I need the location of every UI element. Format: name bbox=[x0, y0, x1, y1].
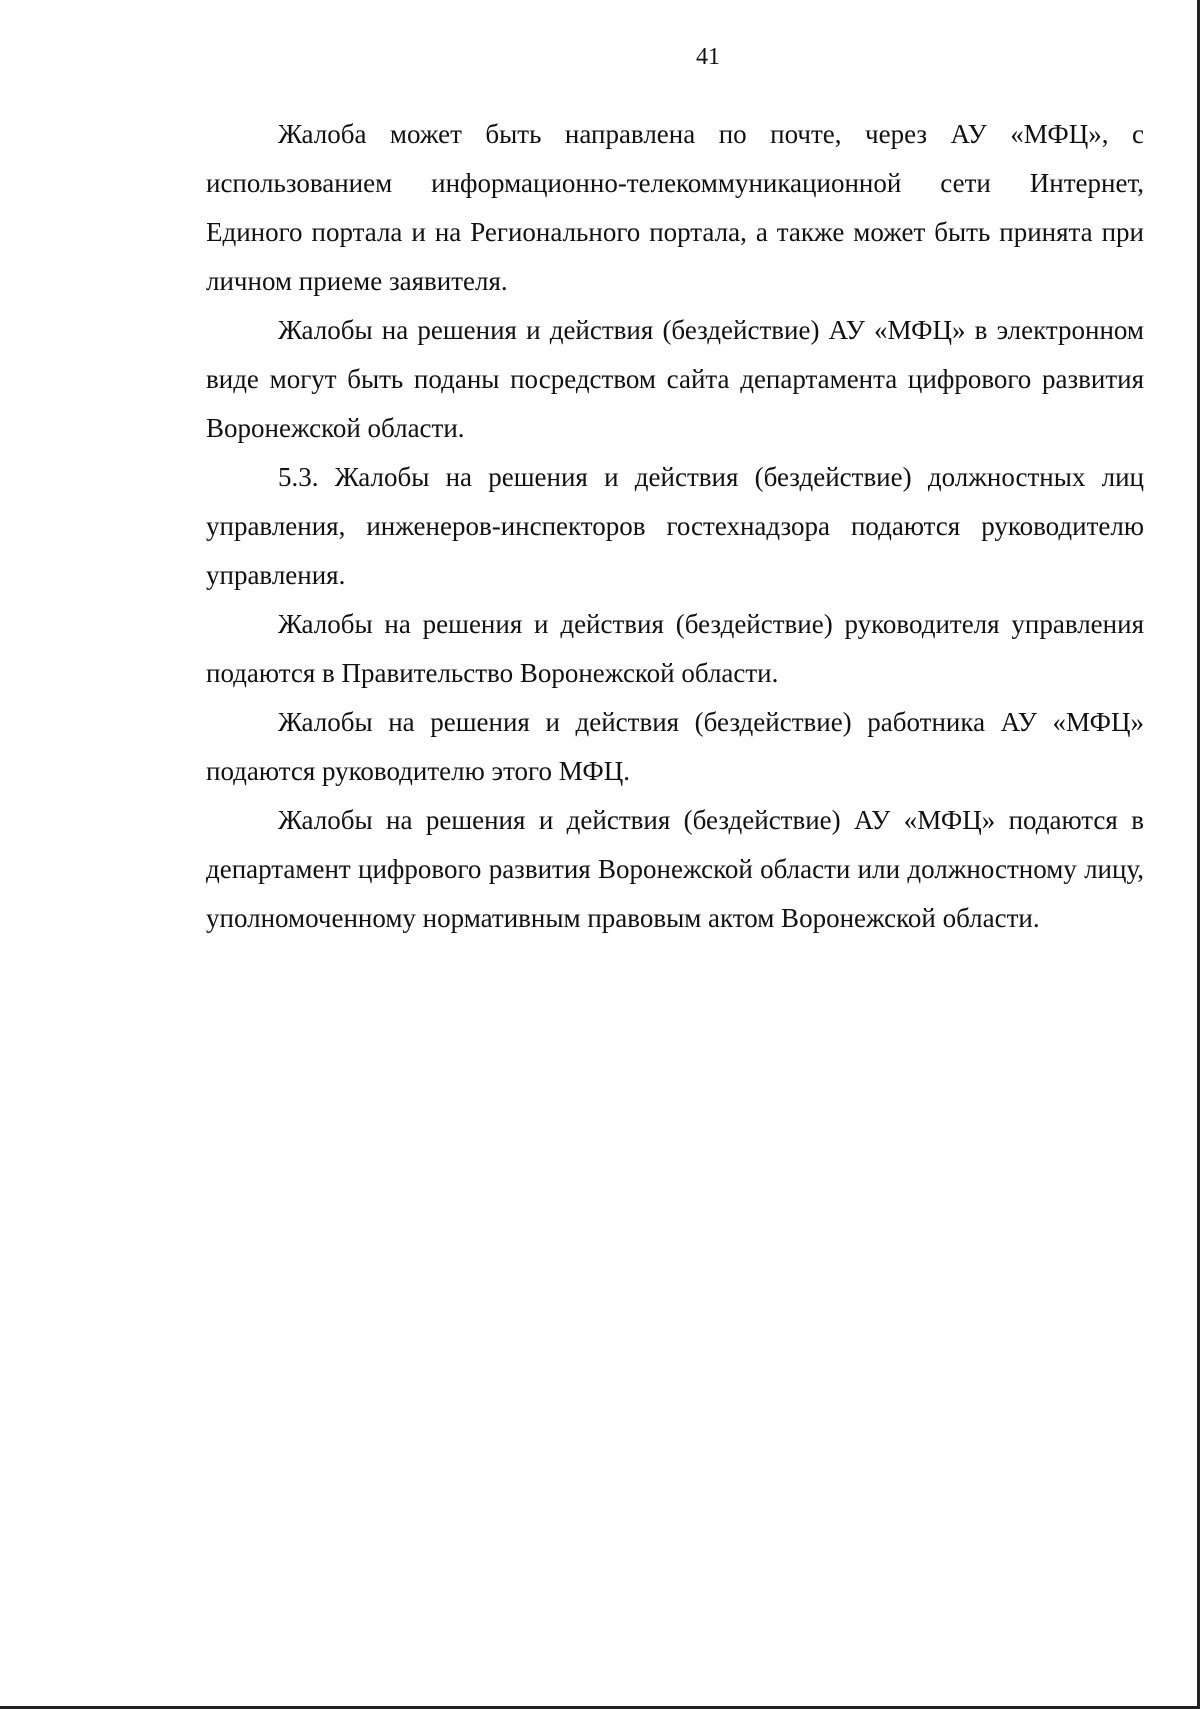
document-body bbox=[206, 110, 1144, 943]
paragraph-section-5-3: 5.3. Жалобы на решения и действия (бездействие) должностных лиц управления, инженеров-инспекторов гостехнадзора подаются руководителю управления. bbox=[206, 462, 1144, 590]
paragraph-mfc-worker-complaints: Жалобы на решения и действия (бездействие) работника АУ «МФЦ» подаются руководителю этого МФЦ. bbox=[206, 707, 1144, 786]
paragraph-electronic-complaints: Жалобы на решения и действия (бездействие) АУ «МФЦ» в электронном виде могут быть поданы посредством сайта департамента цифрового развития Воронежской области. bbox=[206, 315, 1144, 443]
page-number: 41 bbox=[696, 44, 720, 70]
paragraph-complaint-submission: Жалоба может быть направлена по почте, через АУ «МФЦ», с использованием информационно-телекоммуникационной сети Интернет, Единого портала и на Регионального портала, а также может быть принята при личном приеме заявителя. bbox=[206, 119, 1144, 296]
paragraph-mfc-complaints: Жалобы на решения и действия (бездействие) АУ «МФЦ» подаются в департамент цифрового развития Воронежской области или должностному лицу, уполномоченному нормативным правовым актом Воронежской области. bbox=[206, 805, 1144, 933]
paragraph-head-complaints: Жалобы на решения и действия (бездействие) руководителя управления подаются в Правительство Воронежской области. bbox=[206, 609, 1144, 688]
